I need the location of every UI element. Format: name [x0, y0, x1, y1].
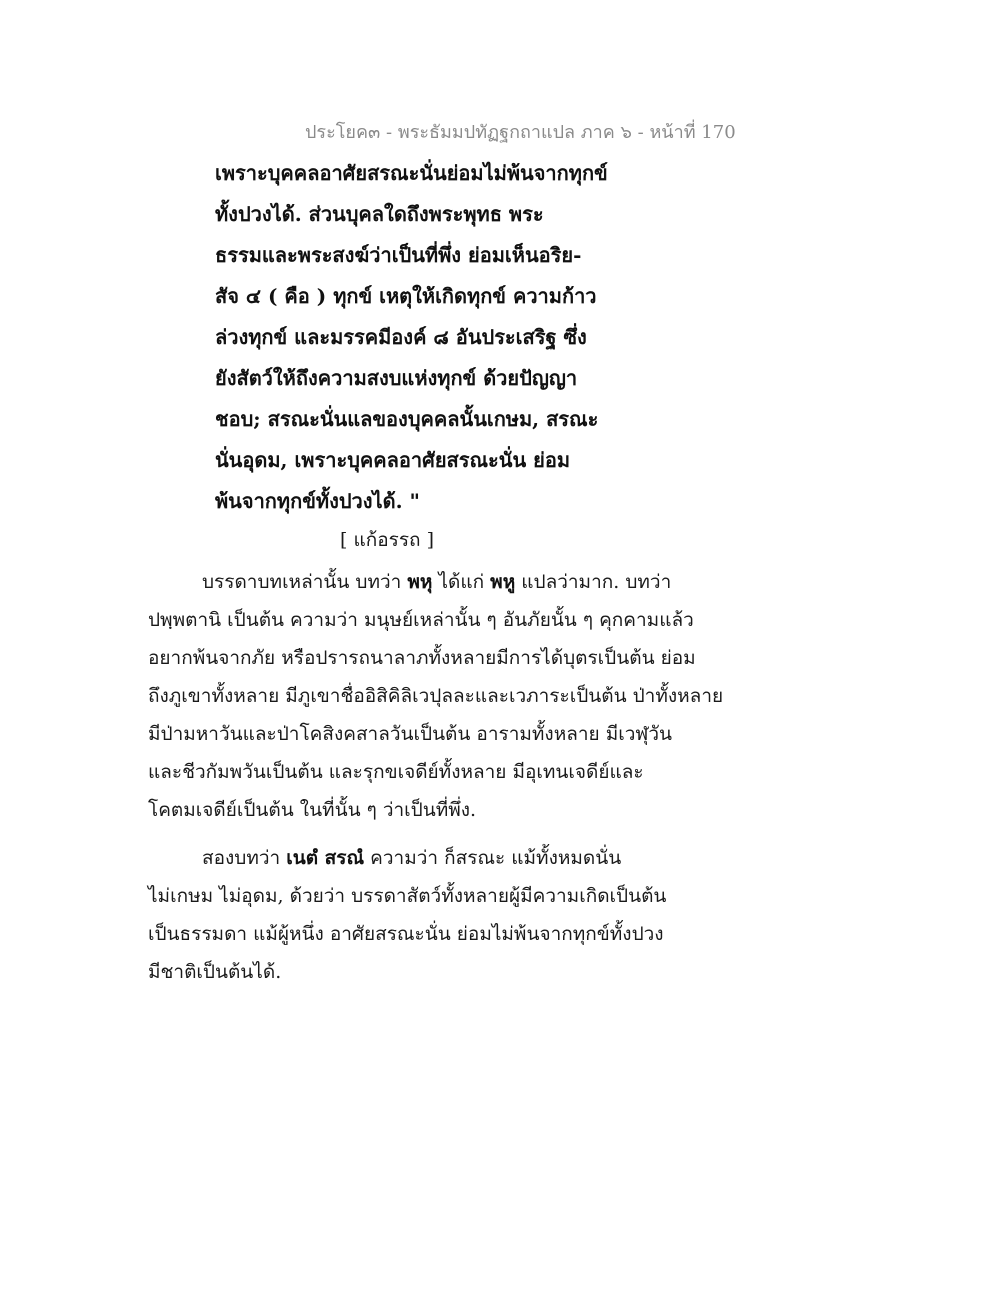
paragraph-line: ไม่เกษม ไม่อุดม, ด้วยว่า บรรดาสัตว์ทั้งหลายผู้มีความเกิดเป็นต้น — [148, 885, 667, 907]
verse-line: นั่นอุดม, เพราะบุคคลอาศัยสรณะนั่น ย่อม — [215, 448, 571, 472]
paragraph-line: เป็นธรรมดา แม้ผู้หนึ่ง อาศัยสรณะนั่น ย่อมไม่พ้นจากทุกข์ทั้งปวง — [148, 923, 664, 945]
verse-block — [215, 158, 608, 527]
paragraph-line: มีป่ามหาวันและป่าโคสิงคสาลวันเป็นต้น อารามทั้งหลาย มีเวฬุวัน — [148, 723, 673, 745]
verse-line: ทั้งปวงได้. ส่วนบุคลใดถึงพระพุทธ พระ — [215, 202, 544, 226]
paragraph-line: ถึงภูเขาทั้งหลาย มีภูเขาชื่ออิสิคิลิเวปุลละและเวภาระเป็นต้น ป่าทั้งหลาย — [148, 685, 724, 707]
commentary-paragraph-2 — [148, 843, 718, 995]
term-bold: พหุ — [407, 571, 433, 593]
term-bold: เนตํ สรณํ — [286, 847, 365, 869]
verse-line: เพราะบุคคลอาศัยสรณะนั่นย่อมไม่พ้นจากทุกข์ — [215, 161, 608, 185]
verse-line: ชอบ; สรณะนั่นแลของบุคคลนั้นเกษม, สรณะ — [215, 407, 599, 431]
verse-line: ล่วงทุกข์ และมรรคมีองค์ ๘ อันประเสริฐ ซึ่ง — [215, 325, 587, 349]
paragraph-line: ปพฺพตานิ เป็นต้น ความว่า มนุษย์เหล่านั้น ๆ อันภัยนั้น ๆ คุกคามแล้ว — [148, 609, 694, 631]
verse-line: ธรรมและพระสงฆ์ว่าเป็นที่พึ่ง ย่อมเห็นอริย- — [215, 243, 582, 267]
section-heading: [ แก้อรรถ ] — [340, 529, 434, 551]
paragraph-line: และชีวกัมพวันเป็นต้น และรุกขเจดีย์ทั้งหลาย มีอุเทนเจดีย์และ — [148, 761, 644, 783]
paragraph-line — [148, 567, 718, 605]
verse-line: สัจ ๔ ( คือ ) ทุกข์ เหตุให้เกิดทุกข์ ความก้าว — [215, 284, 597, 308]
verse-line: พ้นจากทุกข์ทั้งปวงได้. " — [215, 489, 420, 513]
paragraph-line: อยากพ้นจากภัย หรือปรารถนาลาภทั้งหลายมีการได้บุตรเป็นต้น ย่อม — [148, 647, 696, 669]
text-span: ได้แก่ — [432, 571, 491, 593]
text-span: แปลว่ามาก. บทว่า — [515, 571, 672, 593]
term-bold: พหู — [490, 571, 516, 593]
verse-line: ยังสัตว์ให้ถึงความสงบแห่งทุกข์ ด้วยปัญญา — [215, 366, 578, 390]
running-header: ประโยค๓ - พระธัมมปทัฏฐกถาแปล ภาค ๖ - หน้าที่ 170 — [305, 122, 736, 143]
paragraph-line — [148, 843, 718, 881]
paragraph-line: มีชาติเป็นต้นได้. — [148, 961, 282, 983]
text-span: สองบทว่า — [202, 847, 287, 869]
text-span: ความว่า ก็สรณะ แม้ทั้งหมดนั่น — [364, 847, 622, 869]
text-span: บรรดาบทเหล่านั้น บทว่า — [202, 571, 408, 593]
paragraph-line: โคตมเจดีย์เป็นต้น ในที่นั้น ๆ ว่าเป็นที่พึ่ง. — [148, 799, 477, 821]
commentary-paragraph-1 — [148, 567, 724, 833]
